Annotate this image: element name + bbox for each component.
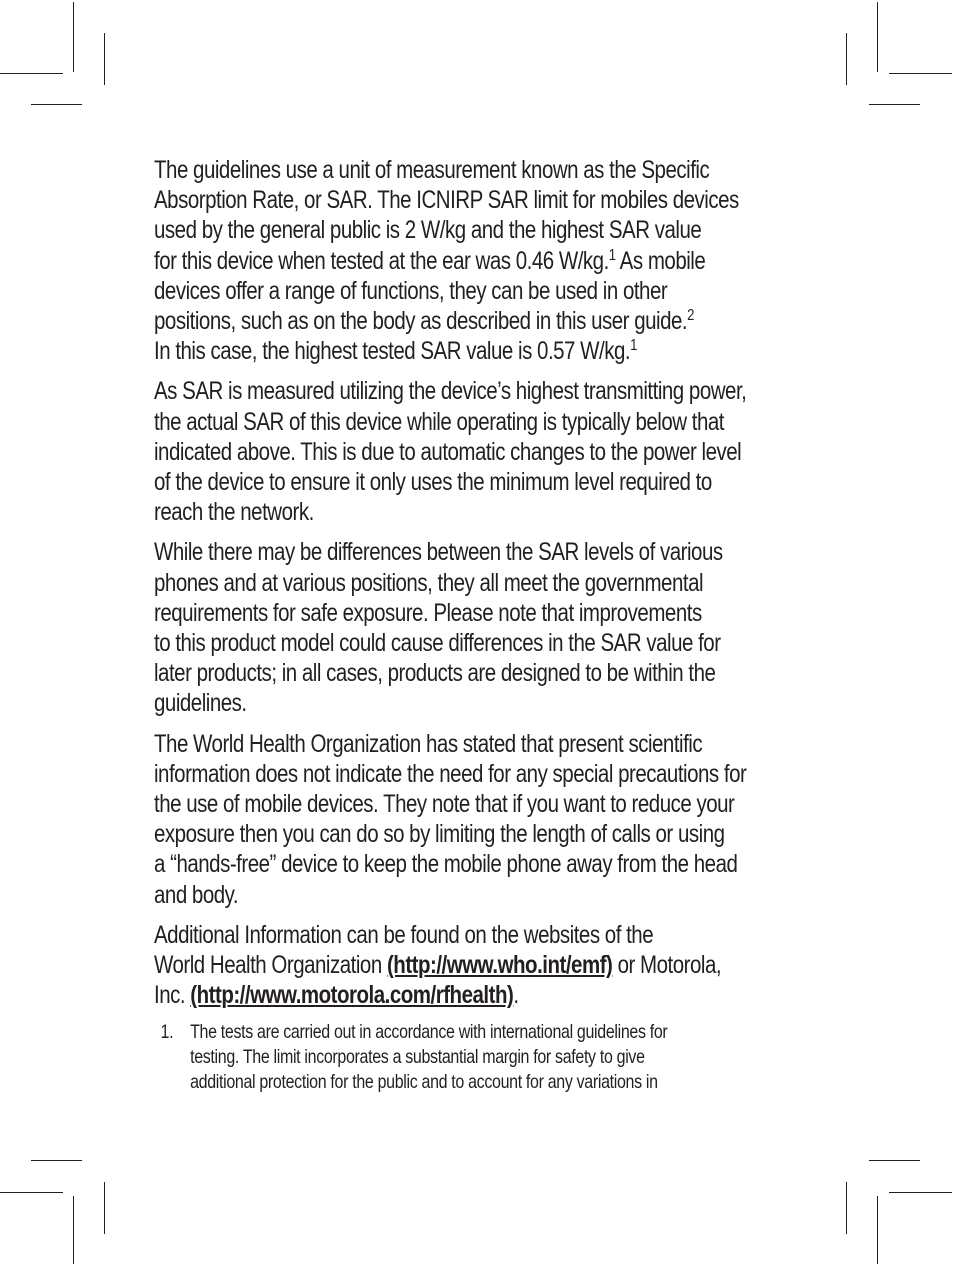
who-link[interactable]: (http://www.who.int/emf)	[386, 951, 613, 980]
additional-info-paragraph	[154, 920, 802, 1011]
motorola-link[interactable]: (http://www.motorola.com/rfhealth)	[190, 981, 514, 1010]
text-line: exposure then you can do so by limiting the length of calls or using	[154, 820, 725, 849]
sar-measurement-paragraph	[154, 376, 802, 527]
text-line: reach the network.	[154, 498, 314, 527]
footnote-ref: 1	[630, 337, 637, 355]
text-line: for this device when tested at the ear was 0.46 W/kg.$^1$ As mobile	[154, 246, 706, 275]
footnote-text	[190, 1020, 777, 1095]
text-line: positions, such as on the body as described in this user guide.$^2$	[154, 307, 694, 336]
text-line: Absorption Rate, or SAR. The ICNIRP SAR limit for mobiles devices	[154, 186, 739, 215]
sar-paragraph	[154, 155, 802, 366]
crop-mark	[846, 33, 847, 85]
footnote-number: 1.	[160, 1021, 174, 1044]
text-line: requirements for safe exposure. Please note that improvements	[154, 598, 702, 627]
crop-mark	[889, 73, 952, 74]
text-line: a “hands-free” device to keep the mobile phone away from the head	[154, 850, 738, 879]
crop-mark	[877, 2, 878, 72]
crop-mark	[869, 1160, 920, 1161]
text-line: indicated above. This is due to automatic changes to the power level	[154, 437, 742, 466]
text-line: testing. The limit incorporates a substantial margin for safety to give	[190, 1046, 645, 1069]
text-line: and body.	[154, 880, 239, 909]
sar-differences-paragraph	[154, 537, 802, 718]
text-line: The tests are carried out in accordance with international guidelines for	[190, 1021, 668, 1044]
text-line: later products; in all cases, products are designed to be within the	[154, 659, 716, 688]
text-line: World Health Organization (http://www.who.int/emf) or Motorola,	[154, 951, 722, 980]
who-paragraph	[154, 729, 802, 910]
page-content	[154, 155, 804, 1095]
crop-mark	[846, 1182, 847, 1234]
crop-mark	[73, 1196, 74, 1264]
text-line: to this product model could cause differences in the SAR value for	[154, 629, 721, 658]
crop-mark	[104, 33, 105, 85]
text-line: Inc. (http://www.motorola.com/rfhealth).	[154, 981, 519, 1010]
text-line: The World Health Organization has stated that present scientific	[154, 729, 703, 758]
crop-mark	[877, 1196, 878, 1264]
text-line: The guidelines use a unit of measurement known as the Specific	[154, 156, 710, 184]
text-line: phones and at various positions, they all meet the governmental	[154, 568, 704, 597]
crop-mark	[0, 73, 63, 74]
crop-mark	[104, 1182, 105, 1234]
text-line: additional protection for the public and to account for any variations in	[190, 1071, 658, 1094]
text-line: Additional Information can be found on the websites of the	[154, 920, 654, 949]
footnote-ref: 2	[687, 307, 694, 325]
text-line: the actual SAR of this device while operating is typically below that	[154, 407, 724, 436]
text-line: In this case, the highest tested SAR value is 0.57 W/kg.$^1$	[154, 337, 637, 366]
text-line: guidelines.	[154, 689, 247, 718]
footnote-ref: 1	[608, 246, 616, 264]
text-line: of the device to ensure it only uses the minimum level required to	[154, 468, 712, 497]
crop-mark	[0, 1192, 63, 1193]
crop-mark	[889, 1192, 952, 1193]
crop-mark	[31, 104, 82, 105]
crop-mark	[73, 2, 74, 72]
text-line: devices offer a range of functions, they can be used in other	[154, 276, 668, 305]
text-line: While there may be differences between the SAR levels of various	[154, 538, 723, 567]
text-line: As SAR is measured utilizing the device’s highest transmitting power,	[154, 377, 747, 406]
text-line: information does not indicate the need for any special precautions for	[154, 759, 747, 788]
text-line: the use of mobile devices. They note that if you want to reduce your	[154, 790, 735, 819]
crop-mark	[31, 1160, 82, 1161]
footnote	[154, 1020, 777, 1095]
text-line: used by the general public is 2 W/kg and the highest SAR value	[154, 216, 702, 245]
crop-mark	[869, 104, 920, 105]
